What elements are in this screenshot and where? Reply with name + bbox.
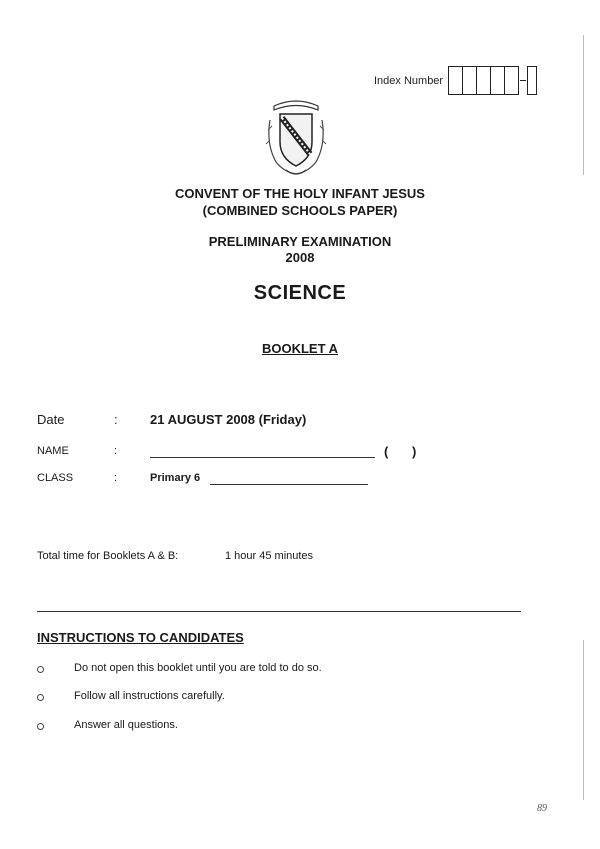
total-time-label: Total time for Booklets A & B: [37,550,179,562]
index-digit-box[interactable] [477,66,491,95]
index-digit-box[interactable] [448,66,463,95]
index-digit-box[interactable] [463,66,477,95]
scan-edge [583,35,584,175]
index-number-label: Index Number [374,75,444,87]
name-colon: : [114,445,118,457]
instruction-item: Do not open this booklet until you are told to do so. [74,662,322,674]
exam-title: PRELIMINARY EXAMINATION [208,234,392,249]
school-crest-icon [262,96,330,178]
class-value: Primary 6 [150,472,201,484]
bullet-icon [37,666,44,673]
register-paren-open: ( [384,444,389,459]
instruction-item: Follow all instructions carefully. [74,690,225,702]
instructions-title: INSTRUCTIONS TO CANDIDATES [37,630,244,645]
name-label: NAME [37,445,69,457]
page-mark: 89 [537,803,547,814]
class-field[interactable] [210,484,368,485]
class-label: CLASS [37,472,74,484]
bullet-icon [37,694,44,701]
scan-edge [583,640,584,800]
class-colon: : [114,472,118,484]
register-paren-close: ) [412,444,417,459]
date-label: Date [37,412,65,427]
total-time-value: 1 hour 45 minutes [225,550,314,562]
subject-title: SCIENCE [253,282,347,304]
booklet-title: BOOKLET A [261,341,339,356]
school-name: CONVENT OF THE HOLY INFANT JESUS [175,186,425,201]
instruction-item: Answer all questions. [74,719,178,731]
name-field[interactable] [150,457,375,458]
index-dash [520,80,526,81]
index-digit-box[interactable] [505,66,519,95]
date-value: 21 AUGUST 2008 (Friday) [150,412,307,427]
bullet-icon [37,723,44,730]
date-colon: : [114,412,118,427]
divider [37,611,521,612]
paper-type: (COMBINED SCHOOLS PAPER) [202,203,398,218]
index-digit-box[interactable] [491,66,505,95]
index-number-boxes[interactable] [448,66,537,94]
exam-year: 2008 [285,250,315,265]
index-digit-box[interactable] [527,66,537,95]
